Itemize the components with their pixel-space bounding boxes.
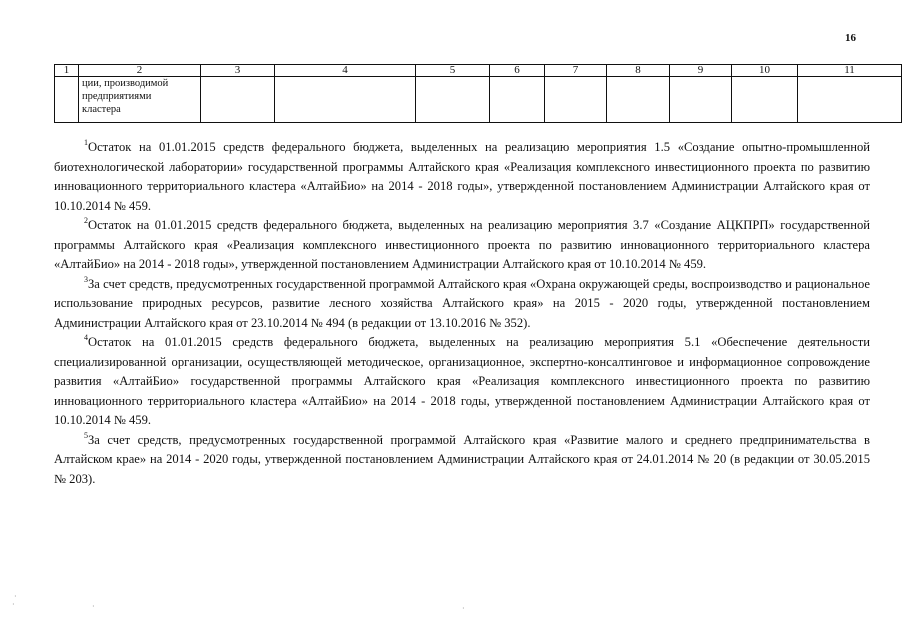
footnotes-section bbox=[54, 138, 870, 489]
scan-speck: · bbox=[462, 604, 465, 613]
column-number: 9 bbox=[670, 65, 732, 77]
footnote-text: Остаток на 01.01.2015 средств федерального бюджета, выделенных на реализацию мероприятия 5.1 «Обеспечение деятельности специализированной организации, осуществляющей методическое, организационное, экспертно-консалтинговое и информационное сопровождение развития «АлтайБио» государственной программы Алтайского края «Реализация комплексного инвестиционного проекта по развитию инновационного территориального кластера «АлтайБио» на 2014 - 2018 годы, утвержденной постановлением Администрации Алтайского края от 10.10.2014 № 459. bbox=[54, 335, 870, 427]
table-header-row bbox=[55, 65, 902, 77]
table-cell bbox=[798, 77, 902, 123]
column-number: 8 bbox=[607, 65, 670, 77]
table-cell bbox=[490, 77, 545, 123]
table-cell bbox=[275, 77, 416, 123]
table-cell bbox=[607, 77, 670, 123]
column-number: 1 bbox=[55, 65, 79, 77]
table-row bbox=[55, 77, 902, 123]
footnote-marker: 2 bbox=[84, 216, 88, 225]
footnote-marker: 4 bbox=[84, 333, 88, 342]
scan-speck: · bbox=[14, 592, 17, 601]
table-cell bbox=[416, 77, 490, 123]
table-cell bbox=[732, 77, 798, 123]
scan-speck: · bbox=[92, 602, 95, 611]
footnote-5 bbox=[54, 431, 870, 490]
column-number: 10 bbox=[732, 65, 798, 77]
column-number: 2 bbox=[79, 65, 201, 77]
scan-speck: · bbox=[12, 600, 15, 609]
footnote-1 bbox=[54, 138, 870, 216]
footnote-text: За счет средств, предусмотренных государственной программой Алтайского края «Развитие малого и среднего предпринимательства в Алтайском крае» на 2014 - 2020 годы, утвержденной постановлением Администрации Алтайского края от 24.01.2014 № 20 (в редакции от 30.05.2015 № 203). bbox=[54, 432, 870, 486]
column-number: 7 bbox=[545, 65, 607, 77]
column-number: 3 bbox=[201, 65, 275, 77]
column-number: 4 bbox=[275, 65, 416, 77]
footnote-marker: 5 bbox=[84, 430, 88, 440]
footnote-3 bbox=[54, 275, 870, 334]
footnote-marker: 3 bbox=[84, 274, 88, 284]
table-cell bbox=[201, 77, 275, 123]
column-number: 11 bbox=[798, 65, 902, 77]
continuation-table bbox=[54, 64, 902, 123]
table-cell bbox=[55, 77, 79, 123]
footnote-2 bbox=[54, 216, 870, 275]
column-number: 5 bbox=[416, 65, 490, 77]
footnote-text: Остаток на 01.01.2015 средств федерального бюджета, выделенных на реализацию мероприятия 1.5 «Создание опытно-промышленной биотехнологической лаборатории» государственной программы Алтайского края «Реализация комплексного инвестиционного проекта по развитию инновационного территориального кластера «АлтайБио» на 2014 - 2018 годы», утвержденной постановлением Администрации Алтайского края от 10.10.2014 № 459. bbox=[54, 140, 870, 213]
footnote-text: Остаток на 01.01.2015 средств федерального бюджета, выделенных на реализацию мероприятия 3.7 «Создание АЦКПРП» государственной программы Алтайского края «Реализация комплексного инвестиционного проекта по развитию инновационного территориального кластера «АлтайБио» на 2014 - 2018 годы», утвержденной постановлением Администрации Алтайского края от 10.10.2014 № 459. bbox=[54, 218, 870, 271]
footnote-text: За счет средств, предусмотренных государственной программой Алтайского края «Охрана окружающей среды, воспроизводство и рациональное использование природных ресурсов, развитие лесного хозяйства Алтайского края» на 2015 - 2020 годы, утвержденной постановлением Администрации Алтайского края от 23.10.2014 № 494 (в редакции от 13.10.2016 № 352). bbox=[54, 276, 870, 330]
table-cell bbox=[545, 77, 607, 123]
table-cell bbox=[670, 77, 732, 123]
page-number: 16 bbox=[845, 32, 856, 44]
column-number: 6 bbox=[490, 65, 545, 77]
table-cell-description: ции, производимой предприятиями кластера bbox=[79, 77, 201, 123]
footnote-4 bbox=[54, 333, 870, 431]
footnote-marker: 1 bbox=[84, 138, 88, 147]
